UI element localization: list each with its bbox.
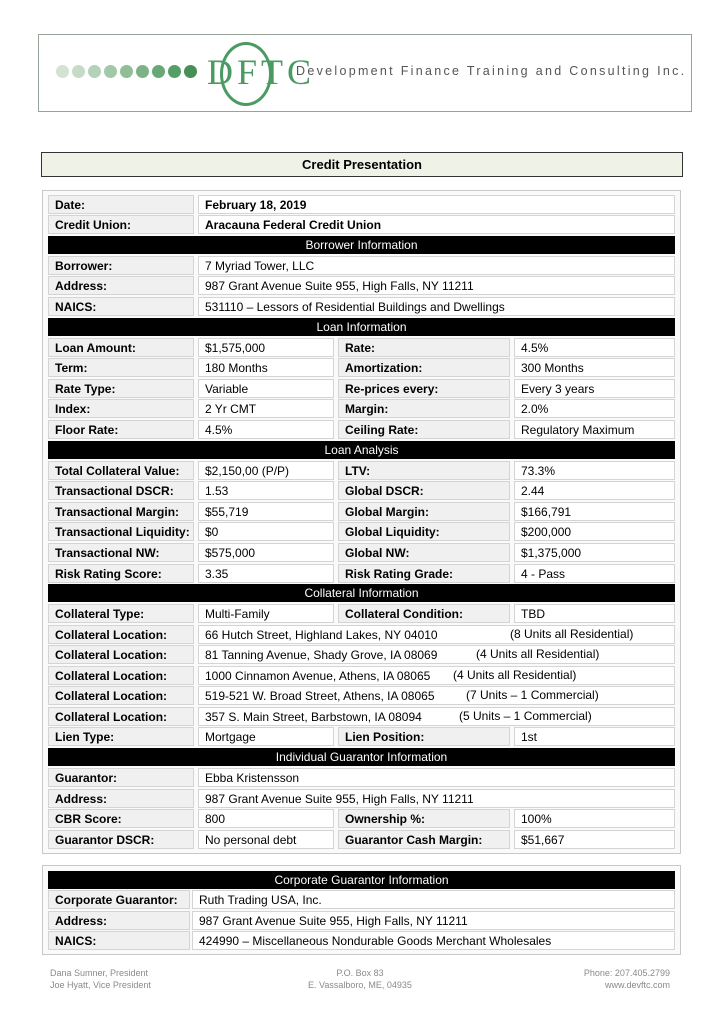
risk-score-label: Risk Rating Score:: [48, 564, 194, 583]
cbr-score-value: 800: [198, 809, 334, 828]
footer-middle: [260, 967, 460, 991]
table-row: [48, 215, 676, 235]
footer-president: Dana Sumner, President: [50, 968, 149, 978]
table-row: [48, 420, 676, 440]
logo-letters: DFTC: [207, 52, 316, 92]
trans-liquidity-label: Transactional Liquidity:: [48, 522, 194, 541]
trans-margin-label: Transactional Margin:: [48, 502, 194, 521]
lien-position-value: 1st: [514, 727, 675, 746]
date-label: Date:: [48, 195, 194, 214]
borrower-address-label: Address:: [48, 276, 194, 295]
table-row: [48, 379, 676, 399]
global-dscr-value: 2.44: [514, 481, 675, 500]
table-row: [48, 931, 676, 951]
margin-label: Margin:: [338, 399, 510, 418]
table-row: [48, 789, 676, 809]
table-row: [48, 543, 676, 563]
rate-value: 4.5%: [514, 338, 675, 357]
borrower-value: 7 Myriad Tower, LLC: [198, 256, 675, 275]
footer-po-box: P.O. Box 83: [336, 968, 384, 978]
ownership-value: 100%: [514, 809, 675, 828]
footer-vice-president: Joe Hyatt, Vice President: [50, 980, 151, 990]
collateral-location-label: Collateral Location:: [48, 666, 194, 685]
table-row: [48, 625, 676, 645]
reprices-value: Every 3 years: [514, 379, 675, 398]
collateral-location-label: Collateral Location:: [48, 625, 194, 644]
guarantor-cash-margin-value: $51,667: [514, 830, 675, 849]
collateral-location-address: 357 S. Main Street, Barbstown, IA 08094: [198, 707, 675, 726]
ownership-label: Ownership %:: [338, 809, 510, 828]
table-row: [48, 686, 676, 706]
table-row: [48, 358, 676, 378]
reprices-label: Re-prices every:: [338, 379, 510, 398]
guarantor-cash-margin-label: Guarantor Cash Margin:: [338, 830, 510, 849]
lien-type-label: Lien Type:: [48, 727, 194, 746]
amortization-value: 300 Months: [514, 358, 675, 377]
table-row: [48, 276, 676, 296]
collateral-value-value: $2,150,00 (P/P): [198, 461, 334, 480]
corporate-section-heading: Corporate Guarantor Information: [48, 871, 675, 889]
collateral-location-address: 66 Hutch Street, Highland Lakes, NY 04010: [198, 625, 675, 644]
table-row: [48, 666, 676, 686]
credit-union-value: Aracauna Federal Credit Union: [198, 215, 675, 234]
risk-grade-value: 4 - Pass: [514, 564, 675, 583]
footer-city: E. Vassalboro, ME, 04935: [308, 980, 412, 990]
term-value: 180 Months: [198, 358, 334, 377]
page-title: Credit Presentation: [41, 152, 683, 177]
trans-dscr-label: Transactional DSCR:: [48, 481, 194, 500]
collateral-location-note: (7 Units – 1 Commercial): [466, 688, 599, 702]
corporate-guarantor-value: Ruth Trading USA, Inc.: [192, 890, 675, 909]
logo-dot: [72, 65, 85, 78]
global-nw-value: $1,375,000: [514, 543, 675, 562]
footer-right: [584, 967, 670, 991]
date-value: February 18, 2019: [198, 195, 675, 214]
table-row: [48, 564, 676, 584]
margin-value: 2.0%: [514, 399, 675, 418]
guarantor-section-heading: Individual Guarantor Information: [48, 748, 675, 766]
logo-dot: [136, 65, 149, 78]
collateral-type-value: Multi-Family: [198, 604, 334, 623]
global-margin-label: Global Margin:: [338, 502, 510, 521]
ceiling-rate-value: Regulatory Maximum: [514, 420, 675, 439]
credit-union-label: Credit Union:: [48, 215, 194, 234]
collateral-section-heading: Collateral Information: [48, 584, 675, 602]
guarantor-label: Guarantor:: [48, 768, 194, 787]
table-row: [48, 297, 676, 317]
borrower-address-value: 987 Grant Avenue Suite 955, High Falls, NY 11211: [198, 276, 675, 295]
loan-section-heading: Loan Information: [48, 318, 675, 336]
collateral-location-note: (8 Units all Residential): [510, 627, 634, 641]
global-liquidity-value: $200,000: [514, 522, 675, 541]
table-row: [48, 830, 676, 850]
ceiling-rate-label: Ceiling Rate:: [338, 420, 510, 439]
corporate-guarantor-label: Corporate Guarantor:: [48, 890, 190, 909]
collateral-location-label: Collateral Location:: [48, 707, 194, 726]
footer-website[interactable]: www.devftc.com: [604, 980, 670, 990]
collateral-location-address: 1000 Cinnamon Avenue, Athens, IA 08065: [198, 666, 675, 685]
guarantor-value: Ebba Kristensson: [198, 768, 675, 787]
logo-dot: [184, 65, 197, 78]
ltv-value: 73.3%: [514, 461, 675, 480]
table-row: [48, 461, 676, 481]
table-row: [48, 707, 676, 727]
collateral-location-note: (4 Units all Residential): [453, 668, 577, 682]
table-row: [48, 911, 676, 931]
rate-label: Rate:: [338, 338, 510, 357]
floor-rate-label: Floor Rate:: [48, 420, 194, 439]
corporate-naics-value: 424990 – Miscellaneous Nondurable Goods Merchant Wholesales: [192, 931, 675, 950]
collateral-location-address: 81 Tanning Avenue, Shady Grove, IA 08069: [198, 645, 675, 664]
global-dscr-label: Global DSCR:: [338, 481, 510, 500]
loan-amount-value: $1,575,000: [198, 338, 334, 357]
guarantor-dscr-label: Guarantor DSCR:: [48, 830, 194, 849]
collateral-condition-label: Collateral Condition:: [338, 604, 510, 623]
global-liquidity-label: Global Liquidity:: [338, 522, 510, 541]
corporate-address-value: 987 Grant Avenue Suite 955, High Falls, NY 11211: [192, 911, 675, 930]
table-row: [48, 195, 676, 215]
logo-dot: [120, 65, 133, 78]
collateral-location-note: (4 Units all Residential): [476, 647, 600, 661]
floor-rate-value: 4.5%: [198, 420, 334, 439]
trans-liquidity-value: $0: [198, 522, 334, 541]
footer-phone: Phone: 207.405.2799: [583, 968, 670, 978]
borrower-label: Borrower:: [48, 256, 194, 275]
collateral-value-label: Total Collateral Value:: [48, 461, 194, 480]
collateral-type-label: Collateral Type:: [48, 604, 194, 623]
company-name: Development Finance Training and Consulting Inc.: [296, 64, 687, 78]
guarantor-address-value: 987 Grant Avenue Suite 955, High Falls, NY 11211: [198, 789, 675, 808]
table-row: [48, 604, 676, 624]
collateral-location-label: Collateral Location:: [48, 645, 194, 664]
logo-dot: [168, 65, 181, 78]
borrower-section-heading: Borrower Information: [48, 236, 675, 254]
table-row: [48, 809, 676, 829]
logo-dot: [56, 65, 69, 78]
index-value: 2 Yr CMT: [198, 399, 334, 418]
analysis-section-heading: Loan Analysis: [48, 441, 675, 459]
logo-dot: [88, 65, 101, 78]
ltv-label: LTV:: [338, 461, 510, 480]
trans-nw-value: $575,000: [198, 543, 334, 562]
table-row: [48, 890, 676, 910]
table-row: [48, 522, 676, 542]
table-row: [48, 338, 676, 358]
rate-type-label: Rate Type:: [48, 379, 194, 398]
table-row: [48, 645, 676, 665]
rate-type-value: Variable: [198, 379, 334, 398]
corporate-address-label: Address:: [48, 911, 190, 930]
borrower-naics-label: NAICS:: [48, 297, 194, 316]
loan-amount-label: Loan Amount:: [48, 338, 194, 357]
corporate-naics-label: NAICS:: [48, 931, 190, 950]
cbr-score-label: CBR Score:: [48, 809, 194, 828]
trans-nw-label: Transactional NW:: [48, 543, 194, 562]
logo-dot: [104, 65, 117, 78]
logo-dot: [152, 65, 165, 78]
table-row: [48, 399, 676, 419]
table-row: [48, 727, 676, 747]
table-row: [48, 256, 676, 276]
risk-score-value: 3.35: [198, 564, 334, 583]
table-row: [48, 768, 676, 788]
footer-left: [50, 967, 151, 991]
collateral-location-label: Collateral Location:: [48, 686, 194, 705]
trans-dscr-value: 1.53: [198, 481, 334, 500]
table-row: [48, 481, 676, 501]
lien-position-label: Lien Position:: [338, 727, 510, 746]
collateral-location-note: (5 Units – 1 Commercial): [459, 709, 592, 723]
table-row: [48, 502, 676, 522]
trans-margin-value: $55,719: [198, 502, 334, 521]
guarantor-address-label: Address:: [48, 789, 194, 808]
amortization-label: Amortization:: [338, 358, 510, 377]
risk-grade-label: Risk Rating Grade:: [338, 564, 510, 583]
collateral-condition-value: TBD: [514, 604, 675, 623]
borrower-naics-value: 531110 – Lessors of Residential Buildings and Dwellings: [198, 297, 675, 316]
term-label: Term:: [48, 358, 194, 377]
global-nw-label: Global NW:: [338, 543, 510, 562]
collateral-location-address: 519-521 W. Broad Street, Athens, IA 08065: [198, 686, 675, 705]
global-margin-value: $166,791: [514, 502, 675, 521]
guarantor-dscr-value: No personal debt: [198, 830, 334, 849]
lien-type-value: Mortgage: [198, 727, 334, 746]
index-label: Index:: [48, 399, 194, 418]
